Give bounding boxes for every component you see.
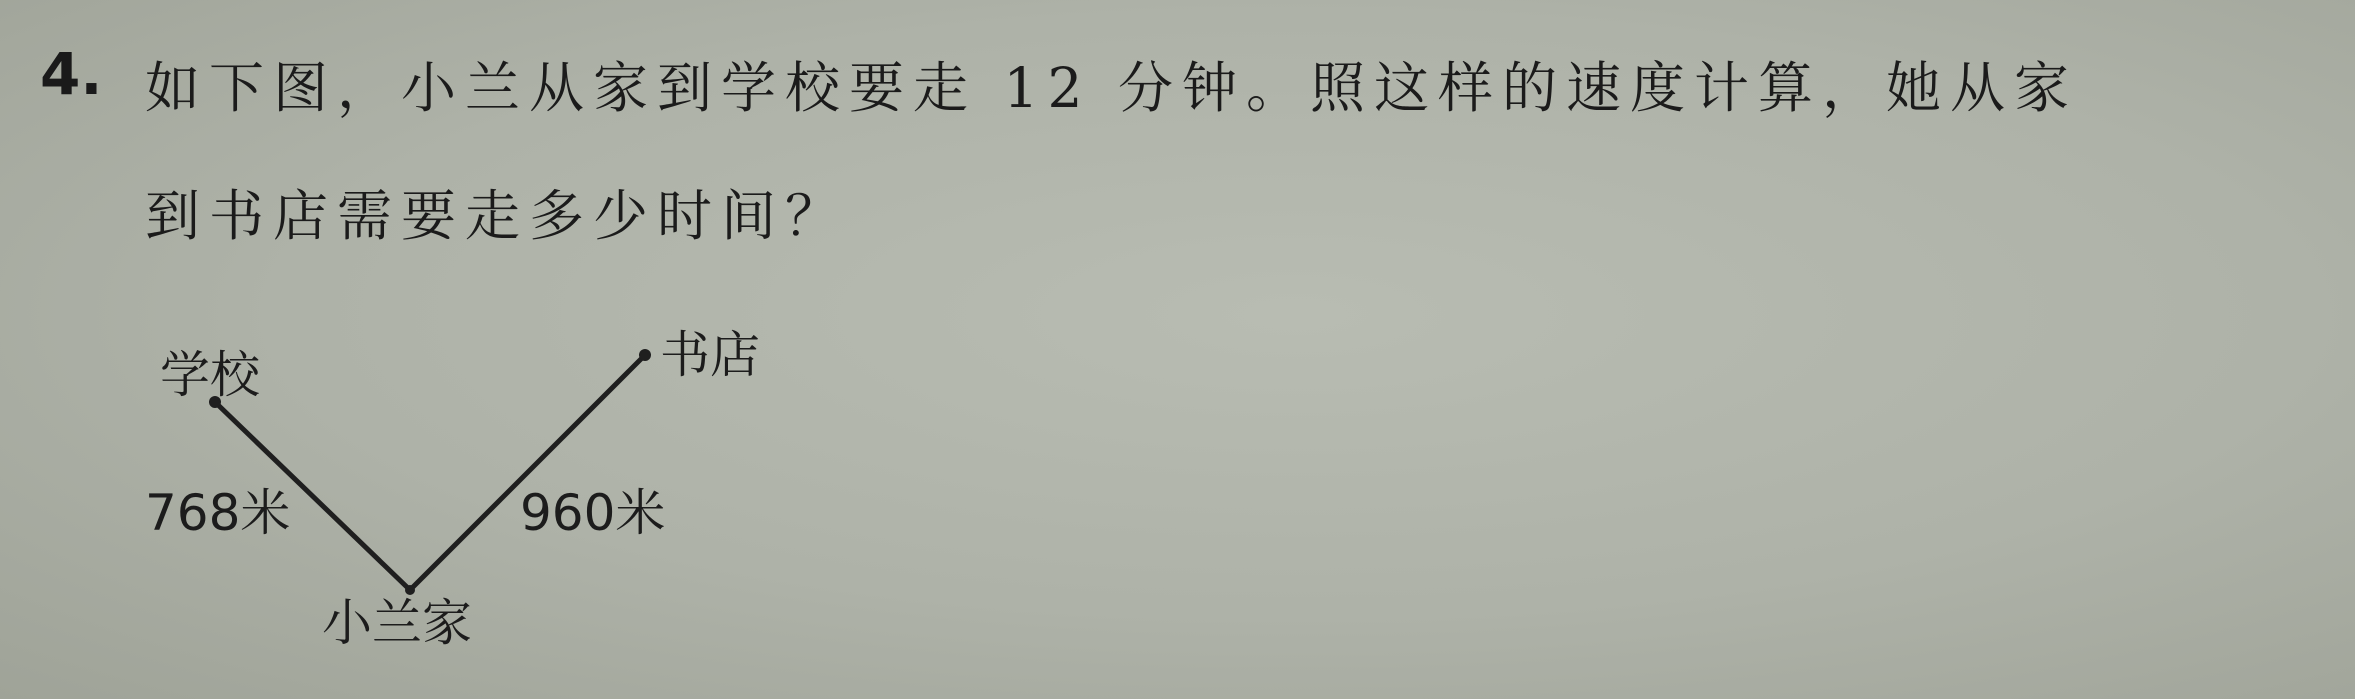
school-distance-label: 768米 — [145, 484, 291, 542]
school-label: 学校 — [160, 346, 260, 404]
question-number: 4. — [40, 40, 103, 108]
home-to-bookstore-line — [410, 355, 645, 590]
bookstore-distance-label: 960米 — [520, 484, 666, 542]
bookstore-point — [639, 349, 651, 361]
question-text-line-1: 如下图，小兰从家到学校要走 12 分钟。照这样的速度计算，她从家 — [145, 56, 2078, 120]
home-label: 小兰家 — [322, 594, 472, 652]
bookstore-label: 书店 — [660, 326, 760, 384]
question-text-line-2: 到书店需要走多少时间？ — [145, 184, 850, 248]
